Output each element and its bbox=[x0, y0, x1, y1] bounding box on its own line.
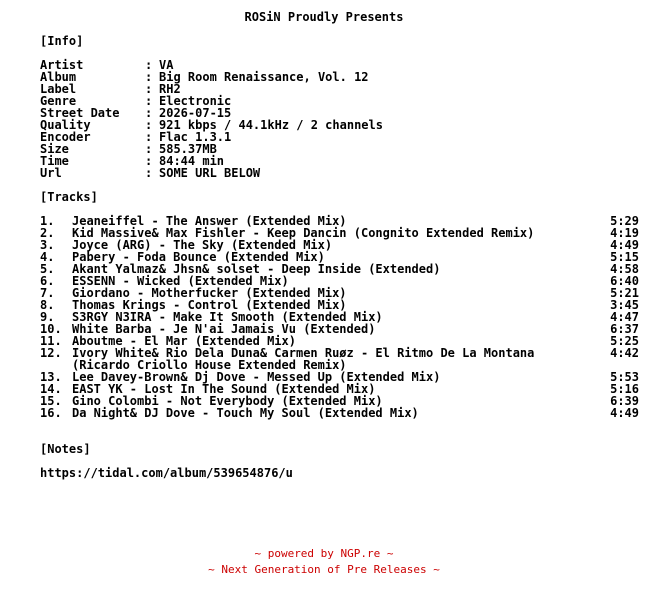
info-key: Artist bbox=[40, 58, 84, 72]
info-separator: : bbox=[145, 58, 153, 72]
track-title: Ivory White& Rio Dela Duna& Carmen Ruøz - El Ritmo De La Montana bbox=[72, 346, 535, 360]
track-title: Lee Davey-Brown& Dj Dove - Messed Up (Extended Mix) bbox=[72, 370, 441, 384]
track-number: 5. bbox=[40, 262, 55, 276]
info-value: Big Room Renaissance, Vol. 12 bbox=[159, 70, 369, 84]
track-duration: 4:19 bbox=[610, 226, 639, 240]
info-value: RH2 bbox=[159, 82, 181, 96]
track-title: Gino Colombi - Not Everybody (Extended Mix) bbox=[72, 394, 383, 408]
track-number: 13. bbox=[40, 370, 62, 384]
info-separator: : bbox=[145, 70, 153, 84]
track-number: 9. bbox=[40, 310, 55, 324]
track-number: 12. bbox=[40, 346, 62, 360]
info-value: 921 kbps / 44.1kHz / 2 channels bbox=[159, 118, 383, 132]
track-duration: 5:29 bbox=[610, 214, 639, 228]
info-separator: : bbox=[145, 130, 153, 144]
info-key: Time bbox=[40, 154, 69, 168]
track-row bbox=[40, 407, 640, 419]
track-title: Joyce (ARG) - The Sky (Extended Mix) bbox=[72, 238, 333, 252]
info-value: Flac 1.3.1 bbox=[159, 130, 232, 144]
track-title: Aboutme - El Mar (Extended Mix) bbox=[72, 334, 296, 348]
track-duration: 5:53 bbox=[610, 370, 639, 384]
track-title: Jeaneiffel - The Answer (Extended Mix) bbox=[72, 214, 347, 228]
track-duration: 4:58 bbox=[610, 262, 639, 276]
track-number: 15. bbox=[40, 394, 62, 408]
track-number: 16. bbox=[40, 406, 62, 420]
footer-powered-by: ~ powered by NGP.re ~ bbox=[254, 547, 394, 560]
footer-tagline: ~ Next Generation of Pre Releases ~ bbox=[208, 563, 440, 576]
track-duration: 5:21 bbox=[610, 286, 639, 300]
track-title: Thomas Krings - Control (Extended Mix) bbox=[72, 298, 347, 312]
info-separator: : bbox=[145, 154, 153, 168]
info-separator: : bbox=[145, 94, 153, 108]
info-key: Url bbox=[40, 166, 62, 180]
track-duration: 4:47 bbox=[610, 310, 639, 324]
track-number: 3. bbox=[40, 238, 55, 252]
info-value: Electronic bbox=[159, 94, 232, 108]
track-duration: 6:40 bbox=[610, 274, 639, 288]
track-number: 11. bbox=[40, 334, 62, 348]
track-duration: 5:25 bbox=[610, 334, 639, 348]
track-title: Kid Massive& Max Fishler - Keep Dancin (Congnito Extended Remix) bbox=[72, 226, 535, 240]
tracks-heading: [Tracks] bbox=[40, 190, 98, 204]
track-number: 6. bbox=[40, 274, 55, 288]
info-key: Street Date bbox=[40, 106, 120, 120]
track-number: 8. bbox=[40, 298, 55, 312]
track-title: S3RGY N3IRA - Make It Smooth (Extended Mix) bbox=[72, 310, 383, 324]
info-separator: : bbox=[145, 106, 153, 120]
info-key: Genre bbox=[40, 94, 77, 108]
info-key: Quality bbox=[40, 118, 91, 132]
info-separator: : bbox=[145, 166, 153, 180]
track-duration: 4:49 bbox=[610, 406, 639, 420]
info-value: SOME URL BELOW bbox=[159, 166, 261, 180]
track-title: White Barba - Je N'ai Jamais Vu (Extended) bbox=[72, 322, 376, 336]
info-value: VA bbox=[159, 58, 174, 72]
track-title: Akant Yalmaz& Jhsn& solset - Deep Inside (Extended) bbox=[72, 262, 441, 276]
track-number: 2. bbox=[40, 226, 55, 240]
track-title: Da Night& DJ Dove - Touch My Soul (Extended Mix) bbox=[72, 406, 419, 420]
track-number: 1. bbox=[40, 214, 55, 228]
track-duration: 6:37 bbox=[610, 322, 639, 336]
track-duration: 4:42 bbox=[610, 346, 639, 360]
notes-url: https://tidal.com/album/539654876/u bbox=[40, 466, 293, 480]
info-key: Size bbox=[40, 142, 69, 156]
track-duration: 3:45 bbox=[610, 298, 639, 312]
track-number: 7. bbox=[40, 286, 55, 300]
info-heading: [Info] bbox=[40, 34, 84, 48]
track-title: Giordano - Motherfucker (Extended Mix) bbox=[72, 286, 347, 300]
track-title: Pabery - Foda Bounce (Extended Mix) bbox=[72, 250, 325, 264]
track-title-continuation: (Ricardo Criollo House Extended Remix) bbox=[72, 358, 347, 372]
info-key: Label bbox=[40, 82, 77, 96]
info-key: Album bbox=[40, 70, 77, 84]
info-row bbox=[40, 71, 369, 83]
track-duration: 5:16 bbox=[610, 382, 639, 396]
track-title: EAST YK - Lost In The Sound (Extended Mix) bbox=[72, 382, 376, 396]
info-separator: : bbox=[145, 82, 153, 96]
track-duration: 6:39 bbox=[610, 394, 639, 408]
track-number: 10. bbox=[40, 322, 62, 336]
page-title: ROSiN Proudly Presents bbox=[244, 10, 404, 24]
info-key: Encoder bbox=[40, 130, 91, 144]
info-value: 2026-07-15 bbox=[159, 106, 232, 120]
track-duration: 4:49 bbox=[610, 238, 639, 252]
track-title: ESSENN - Wicked (Extended Mix) bbox=[72, 274, 289, 288]
notes-heading: [Notes] bbox=[40, 442, 91, 456]
info-separator: : bbox=[145, 142, 153, 156]
track-number: 4. bbox=[40, 250, 55, 264]
track-duration: 5:15 bbox=[610, 250, 639, 264]
info-row bbox=[40, 167, 260, 179]
info-separator: : bbox=[145, 118, 153, 132]
track-number: 14. bbox=[40, 382, 62, 396]
info-value: 84:44 min bbox=[159, 154, 225, 168]
info-value: 585.37MB bbox=[159, 142, 217, 156]
